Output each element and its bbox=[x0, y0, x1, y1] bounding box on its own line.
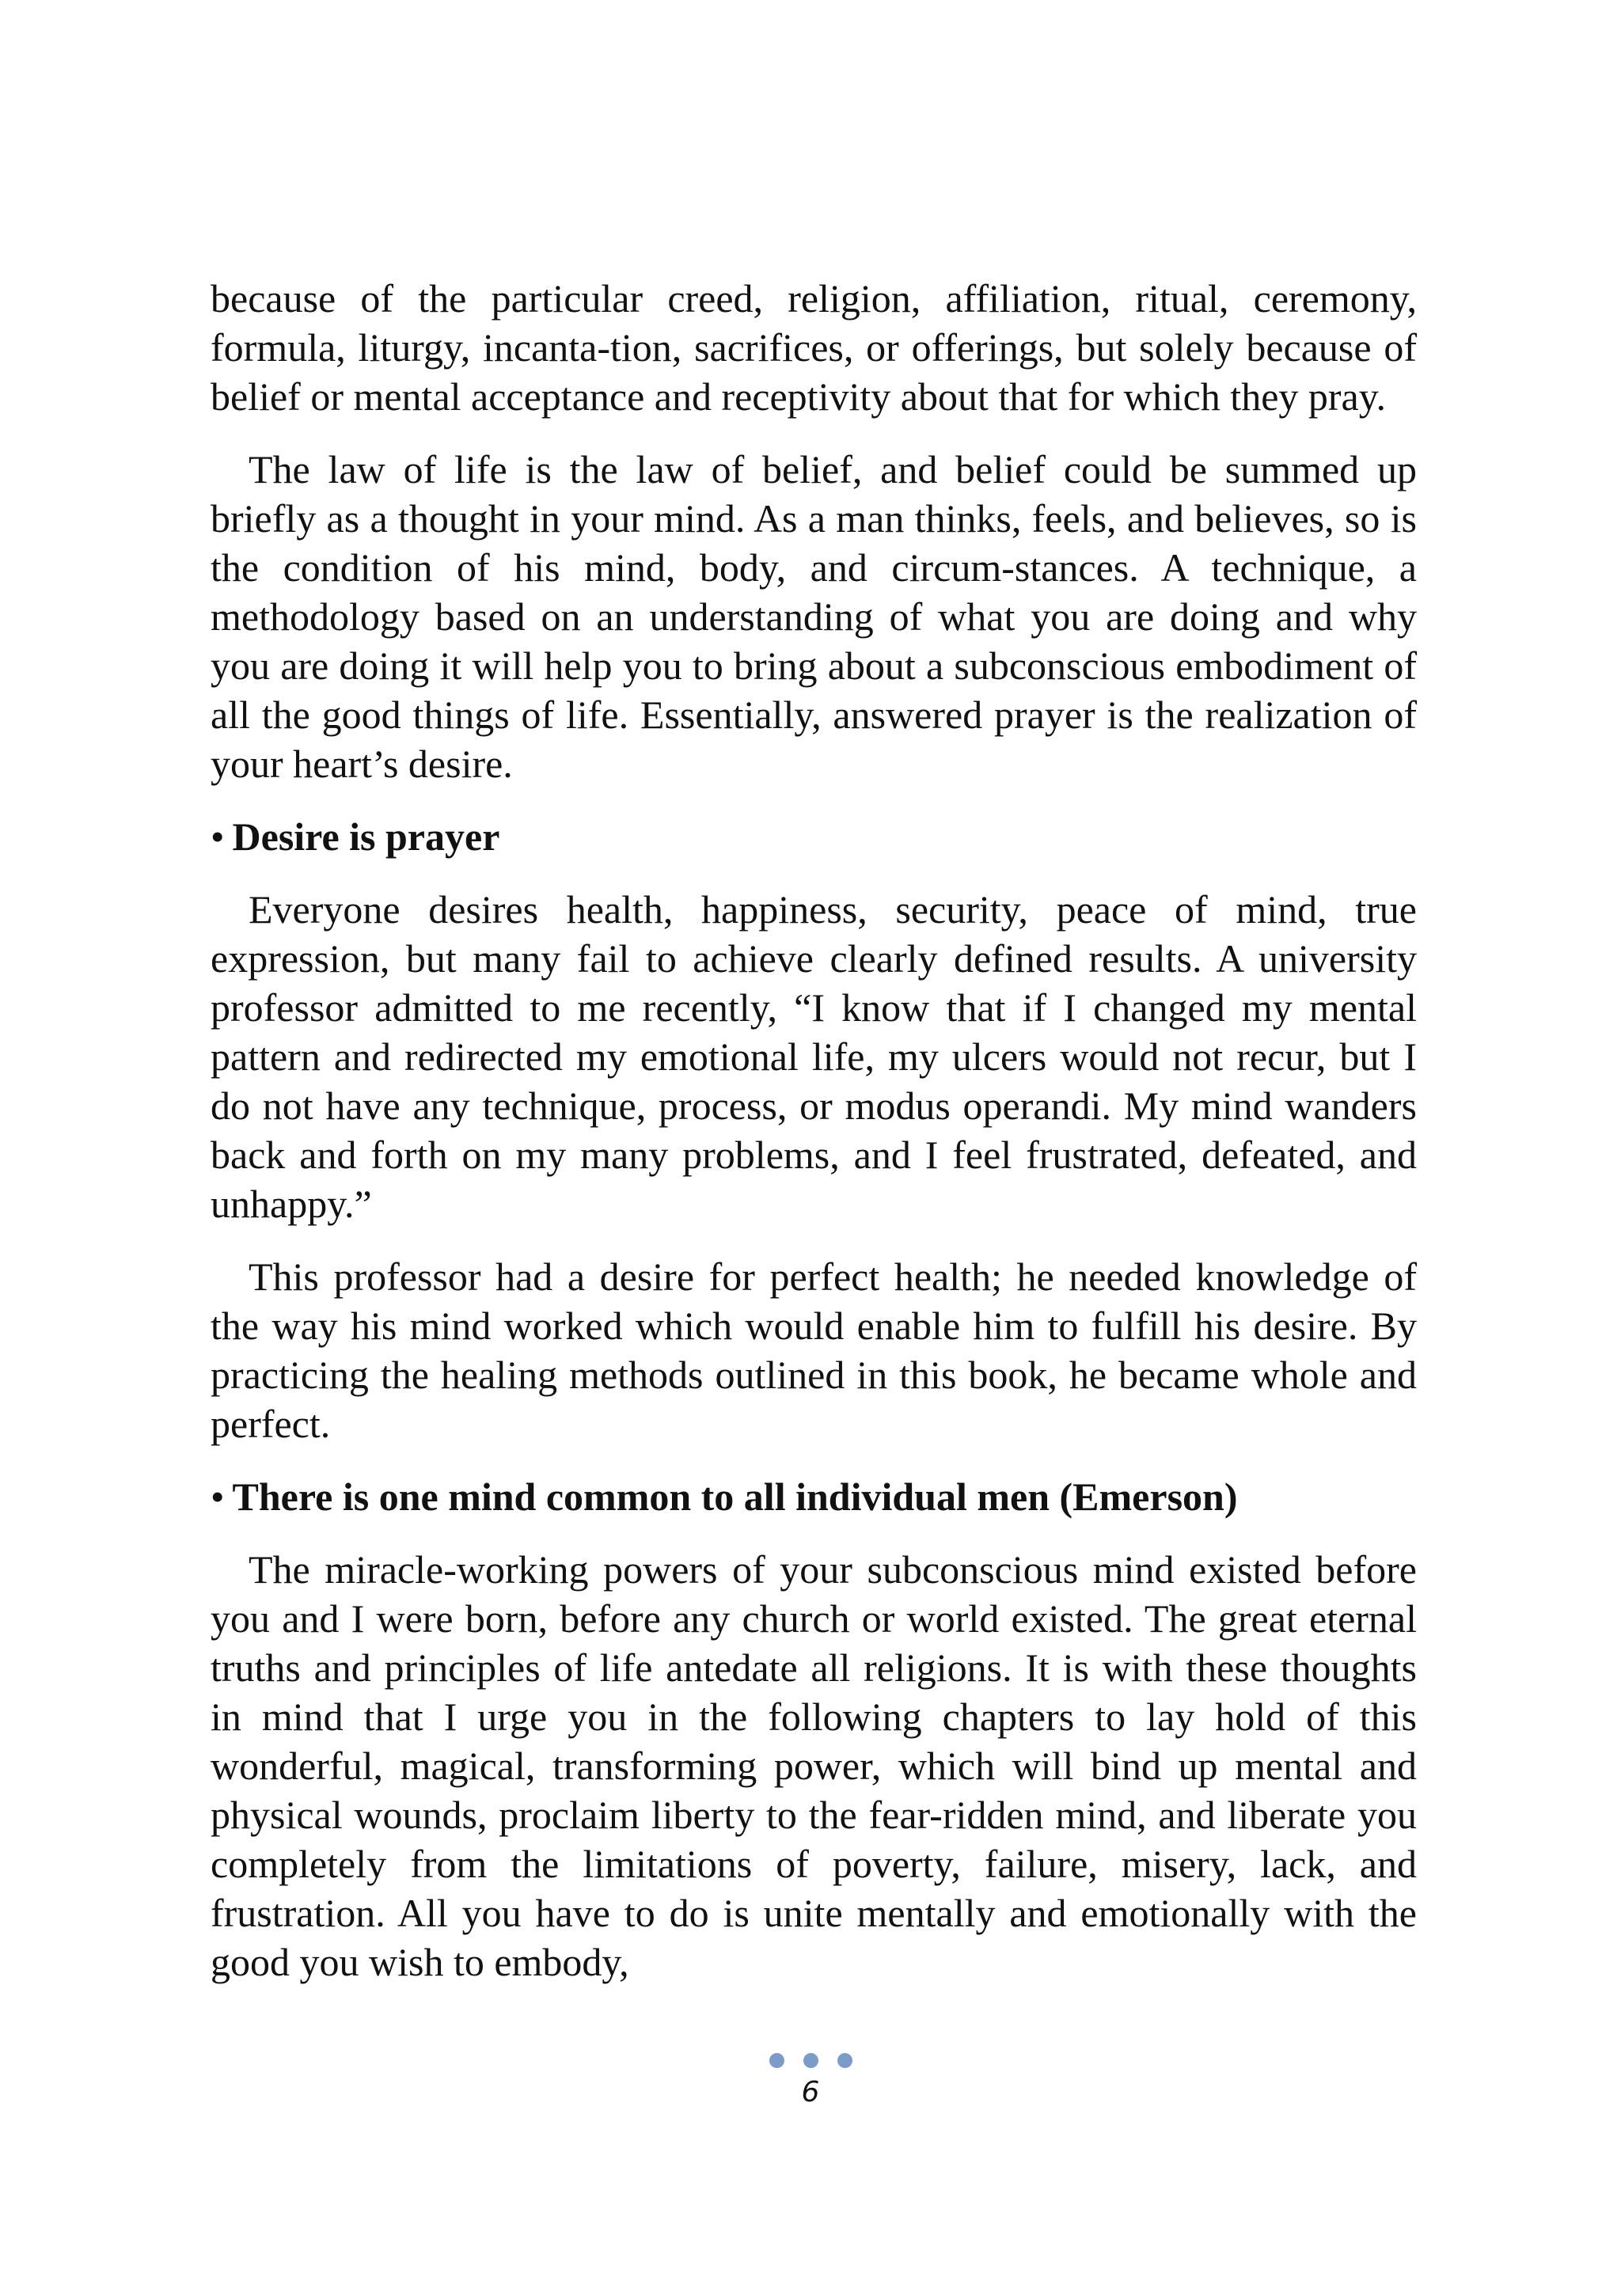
footer-dots-ornament bbox=[0, 2051, 1621, 2069]
paragraph-continuation: because of the particular creed, religion, affiliation, ritual, ceremony, formula, liturgy, incanta-tion, sacrifices, or offerings, but solely because of belief or mental acceptance and receptivity about that for which they pray. bbox=[211, 276, 1417, 419]
dot-icon bbox=[837, 2053, 852, 2068]
bullet-icon: • bbox=[211, 1474, 225, 1519]
section-heading-desire-text: Desire is prayer bbox=[232, 814, 500, 859]
dot-icon bbox=[769, 2053, 784, 2068]
section-heading-one-mind bbox=[211, 1472, 1417, 1521]
paragraph-professor: This professor had a desire for perfect health; he needed knowledge of the way his mind worked which would enable him to fulfill his desire. By practicing the healing methods outlined in this book, he became whole and perfect. bbox=[211, 1254, 1417, 1446]
page-footer bbox=[0, 2051, 1621, 2110]
section-heading-one-mind-text: There is one mind common to all individual men (Emerson) bbox=[232, 1474, 1238, 1519]
paragraph-everyone-desires: Everyone desires health, happiness, security, peace of mind, true expression, but many fail to achieve clearly defined results. A university professor admitted to me recently, “I know that if I changed my mental pattern and redirected my emotional life, my ulcers would not recur, but I do not have any technique, process, or modus operandi. My mind wanders back and forth on my many problems, and I feel frustrated, defeated, and unhappy.” bbox=[211, 887, 1417, 1226]
section-heading-desire bbox=[211, 812, 1417, 861]
bullet-icon: • bbox=[211, 814, 225, 859]
page-body bbox=[211, 274, 1417, 2010]
paragraph-miracle-working: The miracle-working powers of your subconscious mind existed before you and I were born, before any church or world existed. The great eternal truths and principles of life antedate all religions. It is with these thoughts in mind that I urge you in the following chapters to lay hold of this wonderful, magical, transforming power, which will bind up mental and physical wounds, proclaim liberty to the fear-ridden mind, and liberate you completely from the limitations of poverty, failure, misery, lack, and frustration. All you have to do is unite mentally and emotionally with the good you wish to embody, bbox=[211, 1547, 1417, 1984]
page-number: 6 bbox=[801, 2076, 820, 2108]
dot-icon bbox=[803, 2053, 818, 2068]
paragraph-law-of-belief: The law of life is the law of belief, and belief could be summed up briefly as a thought in your mind. As a man thinks, feels, and believes, so is the condition of his mind, body, and circum-stances. A technique, a methodology based on an understanding of what you are doing and why you are doing it will help you to bring about a subconscious embodiment of all the good things of life. Essentially, answered prayer is the realization of your heart’s desire. bbox=[211, 447, 1417, 786]
